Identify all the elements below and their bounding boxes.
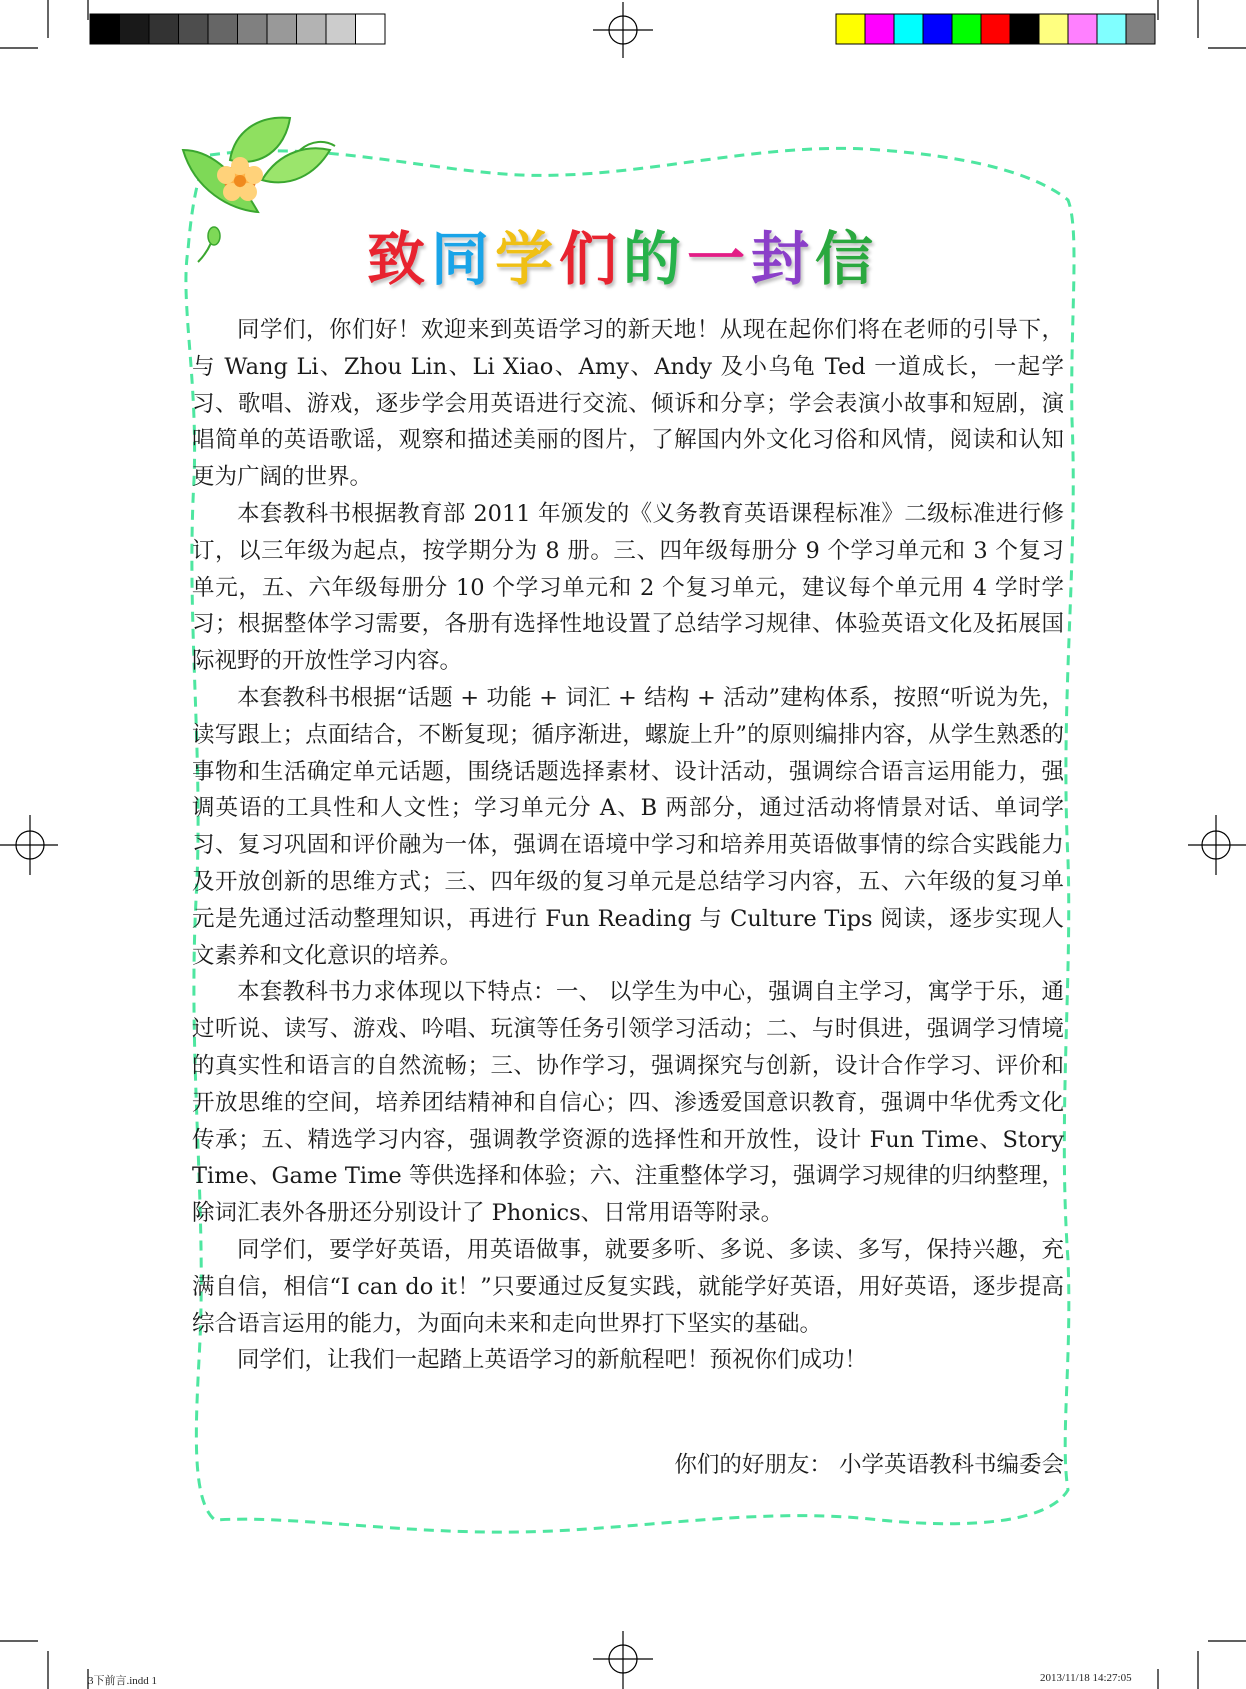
bar-swatch: [1068, 14, 1097, 44]
title-char: 一: [687, 225, 752, 293]
bar-swatch: [297, 14, 327, 44]
bar-swatch: [894, 14, 923, 44]
title-char: 同: [430, 225, 495, 293]
title-char: 封: [751, 225, 816, 293]
bar-swatch: [865, 14, 894, 44]
bar-swatch: [1039, 14, 1068, 44]
registration-mark-left: [0, 815, 58, 875]
registration-mark-top: [593, 2, 653, 58]
bar-swatch: [1010, 14, 1039, 44]
paragraph-curriculum: 本套教科书根据教育部 2011 年颁发的《义务教育英语课程标准》二级标准进行修订，以三年级为起点，按学期分为 8 册。三、四年级每册分 9 个学习单元和 3 个复习单元，五、六年级每册分 10 个学习单元和 2 个复习单元，建议每个单元用 4 学时学习；根据整体学习需要，各册有选择性地设置了总结学习规律、体验英语文化及拓展国际视野的开放性学习内容。: [192, 500, 1064, 675]
registration-mark-bottom: [593, 1631, 653, 1689]
bar-swatch: [90, 14, 120, 44]
bar-swatch: [836, 14, 865, 44]
paragraph-closing: 同学们，让我们一起踏上英语学习的新航程吧！预祝你们成功！: [237, 1347, 868, 1374]
title-char: 致: [366, 225, 431, 293]
title-char: 们: [558, 225, 623, 293]
bar-swatch: [1126, 14, 1155, 44]
paragraph-greeting: 同学们，你们好！欢迎来到英语学习的新天地！从现在起你们将在老师的引导下，与 Wang Li、Zhou Lin、Li Xiao、Amy、Andy 及小乌龟 Ted 一道成长，一起学习、歌唱、游戏，逐步学会用英语进行交流、倾诉和分享；学会表演小故事和短剧，演唱简单的英语歌谣，观察和描述美丽的图片，了解国内外文化习俗和风情，阅读和认知更为广阔的世界。: [192, 317, 1064, 491]
title-char: 学: [494, 225, 559, 293]
slug-file-name: 3下前言.indd 1: [88, 1675, 158, 1687]
registration-mark-right: [1188, 815, 1246, 875]
bar-swatch: [238, 14, 268, 44]
bar-swatch: [952, 14, 981, 44]
paragraph-features: 本套教科书力求体现以下特点：一、 以学生为中心，强调自主学习，寓学于乐，通过听说、读写、游戏、吟唱、玩演等任务引领学习活动；二、与时俱进，强调学习情境的真实性和语言的自然流畅；三、协作学习，强调探究与创新，设计合作学习、评价和开放思维的空间，培养团结精神和自信心；四、渗透爱国意识教育，强调中华优秀文化传承；五、精选学习内容，强调教学资源的选择性和开放性，设计 Fun Time、Story Time、Game Time 等供选择和体验；六、注重整体学习，强调学习规律的归纳整理，除词汇表外各册还分别设计了 Phonics、日常用语等附录。: [192, 979, 1064, 1227]
paragraph-advice: 同学们，要学好英语，用英语做事，就要多听、多说、多读、多写，保持兴趣，充满自信，相信“I can do it！”只要通过反复实践，就能学好英语，用好英语，逐步提高综合语言运用的能力，为面向未来和走向世界打下坚实的基础。: [192, 1236, 1064, 1337]
color-bar: [836, 14, 1155, 44]
paragraph-structure: 本套教科书根据“话题 + 功能 + 词汇 + 结构 + 活动”建构体系，按照“听说为先，读写跟上；点面结合，不断复现；循序渐进，螺旋上升”的原则编排内容，从学生熟悉的事物和生活确定单元话题，围绕话题选择素材、设计活动，强调综合语言运用能力，强调英语的工具性和人文性；学习单元分 A、B 两部分，通过活动将情景对话、单词学习、复习巩固和评价融为一体，强调在语境中学习和培养用英语做事情的综合实践能力及开放创新的思维方式；三、四年级的复习单元是总结学习内容，五、六年级的复习单元是先通过活动整理知识，再进行 Fun Reading 与 Culture Tips 阅读，逐步实现人文素养和文化意识的培养。: [192, 684, 1064, 969]
letter-body: [192, 312, 1064, 1379]
bar-swatch: [923, 14, 952, 44]
bar-swatch: [208, 14, 238, 44]
bar-swatch: [267, 14, 297, 44]
bar-swatch: [179, 14, 209, 44]
bar-swatch: [1097, 14, 1126, 44]
bar-swatch: [120, 14, 150, 44]
signature: 你们的好朋友： 小学英语教科书编委会: [674, 1452, 1064, 1478]
bar-swatch: [356, 14, 386, 44]
bar-swatch: [326, 14, 356, 44]
bar-swatch: [981, 14, 1010, 44]
grayscale-bar: [90, 14, 385, 44]
slug-timestamp: 2013/11/18 14:27:05: [1040, 1672, 1132, 1684]
bar-swatch: [149, 14, 179, 44]
title-char: 信: [815, 225, 880, 293]
title-char: 的: [623, 225, 688, 293]
letter-title: [0, 212, 1246, 296]
